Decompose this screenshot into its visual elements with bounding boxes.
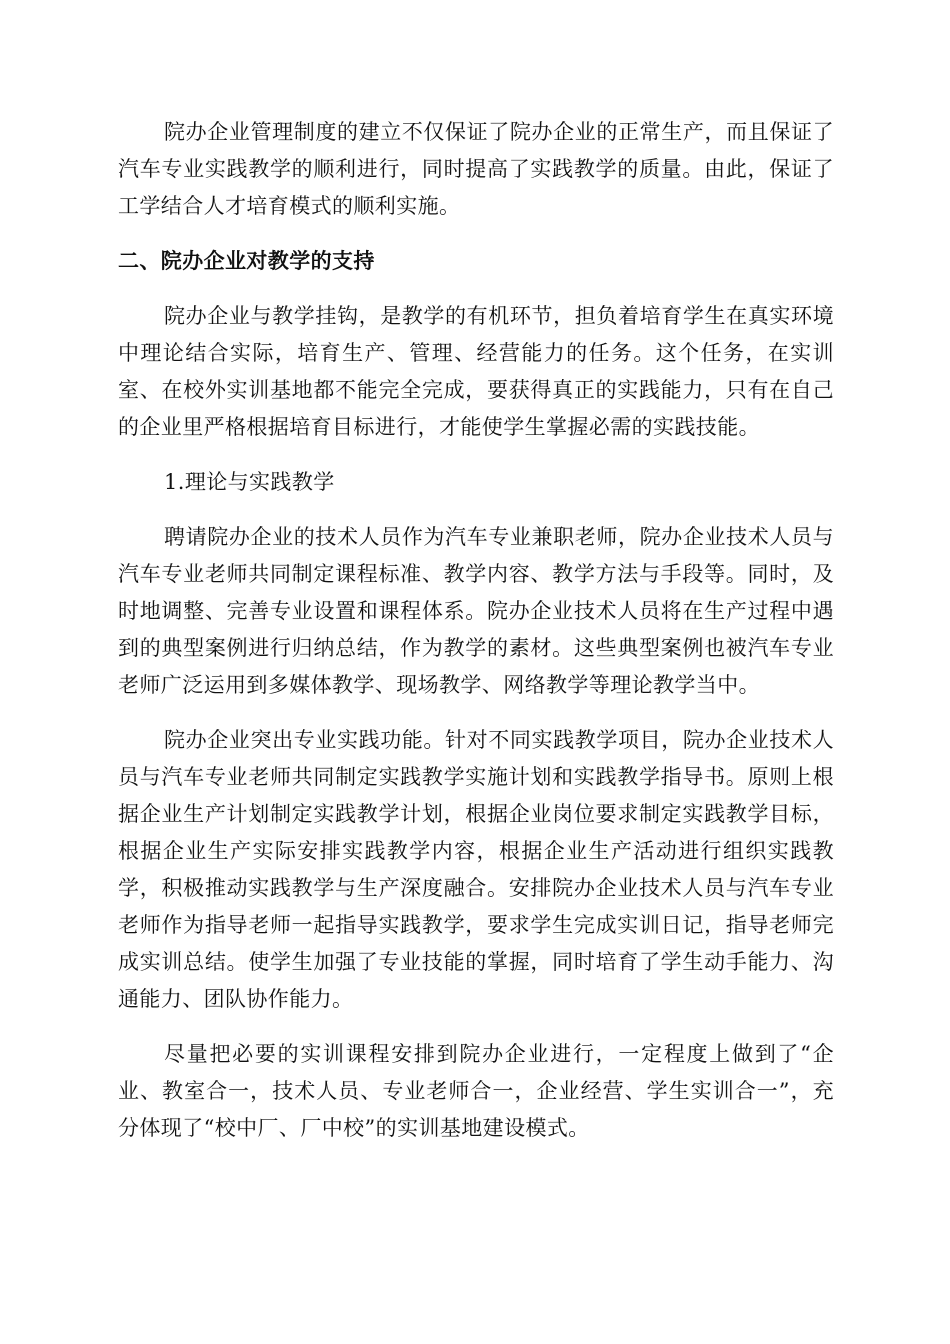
paragraph-training-courses: 尽量把必要的实训课程安排到院办企业进行，一定程度上做到了“企业、教室合一，技术人员、专业老师合一，企业经营、学生实训合一”，充分体现了“校中厂、厂中校”的实训基地建设模式。 <box>118 1042 834 1140</box>
document-body <box>118 114 834 1165</box>
section-heading: 二、院办企业对教学的支持 <box>118 249 375 273</box>
subsection-heading: 1.理论与实践教学 <box>164 470 335 494</box>
paragraph-part-time-teachers: 聘请院办企业的技术人员作为汽车专业兼职老师，院办企业技术人员与汽车专业老师共同制定课程标准、教学内容、教学方法与手段等。同时，及时地调整、完善专业设置和课程体系。院办企业技术人员将在生产过程中遇到的典型案例进行归纳总结，作为教学的素材。这些典型案例也被汽车专业老师广泛运用到多媒体教学、现场教学、网络教学等理论教学当中。 <box>118 525 834 697</box>
paragraph-practice-function: 院办企业突出专业实践功能。针对不同实践教学项目，院办企业技术人员与汽车专业老师共同制定实践教学实施计划和实践教学指导书。原则上根据企业生产计划制定实践教学计划，根据企业岗位要求制定实践教学目标，根据企业生产实际安排实践教学内容，根据企业生产活动进行组织实践教学，积极推动实践教学与生产深度融合。安排院办企业技术人员与汽车专业老师作为指导老师一起指导实践教学，要求学生完成实训日记，指导老师完成实训总结。使学生加强了专业技能的掌握，同时培育了学生动手能力、沟通能力、团队协作能力。 <box>118 728 834 1011</box>
paragraph-enterprise-teaching: 院办企业与教学挂钩，是教学的有机环节，担负着培育学生在真实环境中理论结合实际，培育生产、管理、经营能力的任务。这个任务，在实训室、在校外实训基地都不能完全完成，要获得真正的实践能力，只有在自己的企业里严格根据培育目标进行，才能使学生掌握必需的实践技能。 <box>118 304 834 439</box>
paragraph-management-system: 院办企业管理制度的建立不仅保证了院办企业的正常生产，而且保证了汽车专业实践教学的顺利进行，同时提高了实践教学的质量。由此，保证了工学结合人才培育模式的顺利实施。 <box>118 120 834 218</box>
